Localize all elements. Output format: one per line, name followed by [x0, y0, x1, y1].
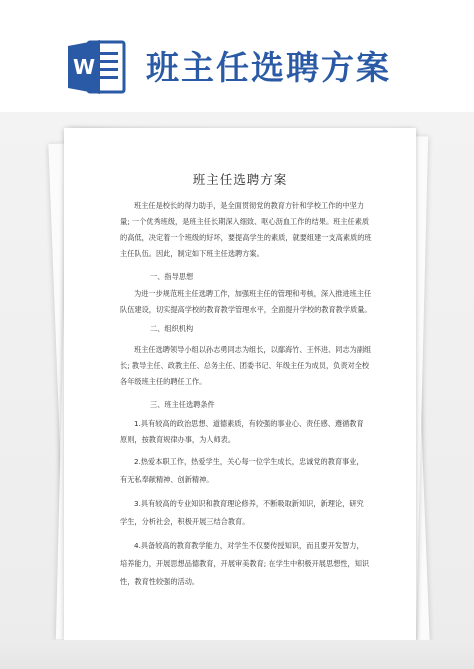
- intro-line: 的高低，决定着一个班级的好坏，要提高学生的素质，就要组建一支高素质的班: [120, 233, 372, 242]
- section3-paragraph: [120, 416, 388, 590]
- intro-line: 班主任是校长的得力助手，是全面贯彻党的教育方针和学校工作的中坚力: [134, 201, 365, 210]
- condition-line: 原则，按教育规律办事，为人师表。: [120, 435, 236, 444]
- condition-line: 2.热爱本职工作，热爱学生，关心每一位学生成长，忠诚党的教育事业，: [134, 457, 364, 466]
- condition-line: 有无私奉献精神、创新精神。: [120, 475, 214, 484]
- section2-line: 长; 教导主任、政教主任、总务主任、团委书记、年级主任为成员，负责对全校: [120, 361, 370, 370]
- condition-line: 4.具备较高的教育教学能力，对学生不仅要传授知识，而且要开发智力，: [134, 541, 364, 550]
- section2-line: 各年级班主任的聘任工作。: [120, 377, 207, 386]
- condition-line: 培养能力，开展思想品德教育，开展审美教育; 在学生中积极开展思想性，知识: [120, 559, 370, 568]
- word-document-icon: [66, 36, 128, 98]
- section1-paragraph: [120, 286, 388, 318]
- banner: [0, 0, 474, 118]
- section2-line: 班主任选聘领导小组以孙志勇同志为组长，以鄢海竹、王怀进、同志为副组: [134, 345, 372, 354]
- condition-line: 学生，分析社会，积极开展三结合教育。: [120, 517, 250, 526]
- intro-line: 主任队伍。因此，制定如下班主任选聘方案。: [120, 249, 264, 258]
- condition-line: 1.具有较高的政治思想、道德素质，有较强的事业心、责任感、遵循教育: [134, 419, 364, 428]
- section-heading-selection-conditions: 三、班主任选聘条件: [150, 400, 215, 409]
- word-icon-letter: W: [72, 55, 96, 79]
- section1-line: 为进一步规范班主任选聘工作，加强班主任的管理和考核，深入推进班主任: [134, 289, 372, 298]
- intro-line: 量; 一个优秀班级，是班主任长期深入细致、呕心沥血工作的结果。班主任素质: [120, 217, 370, 226]
- intro-paragraph: [120, 198, 388, 262]
- section2-paragraph: [120, 342, 388, 390]
- section-heading-organization: 二、组织机构: [150, 324, 194, 333]
- condition-line: 性，教育性较强的活动。: [120, 577, 200, 586]
- section1-line: 队伍建设，切实提高学校的教育教学管理水平，全面提升学校的教育教学质量。: [120, 305, 372, 314]
- preview-footer: [0, 640, 474, 669]
- section-heading-guiding-ideology: 一、指导思想: [150, 272, 194, 281]
- condition-line: 3.具有较高的专业知识和教育理论修养，不断吸取新知识，新理论，研究: [134, 499, 364, 508]
- banner-title: 班主任选聘方案: [146, 48, 391, 87]
- document-title: 班主任选聘方案: [192, 172, 288, 187]
- document-page: [64, 128, 416, 640]
